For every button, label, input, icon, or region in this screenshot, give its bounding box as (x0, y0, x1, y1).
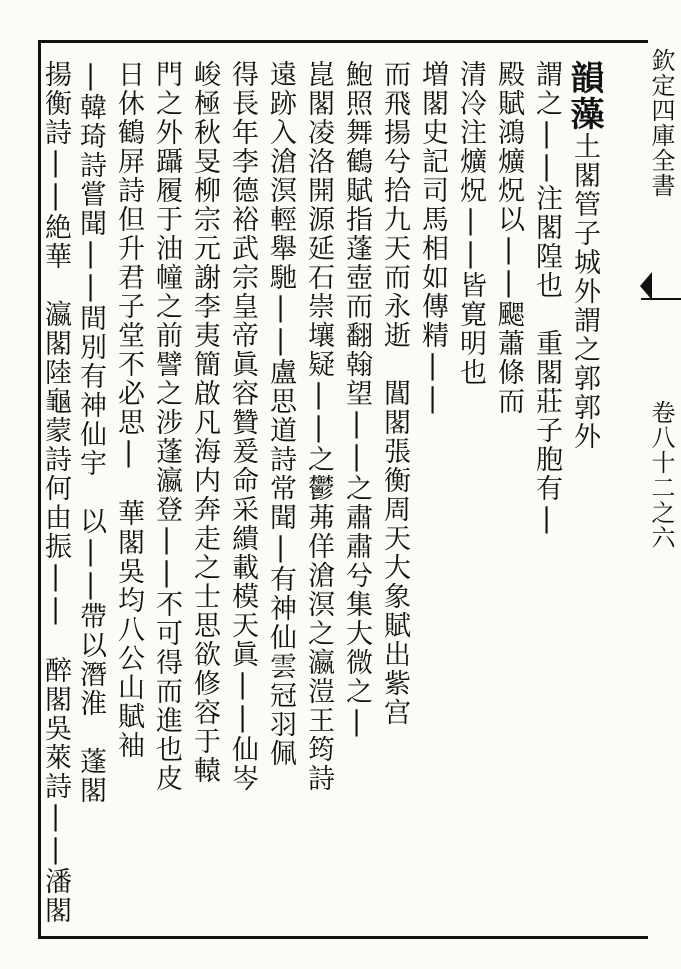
column-head: 韻藻 (564, 60, 604, 132)
text-column-7 (337, 60, 375, 930)
column-text: 揚衡詩||絶華 瀛閣陸龜蒙詩何由振|| 醉閣吳萊詩||潘閣 (40, 60, 71, 925)
text-column-10 (223, 60, 261, 930)
margin-book-title: 欽定四庫全書 (647, 48, 675, 198)
text-column-3 (489, 60, 527, 930)
column-text: 遠跡入滄溟輕舉馳||盧思道詩常聞|有神仙雲冠羽佩 (265, 60, 296, 768)
column-text: 門之外躡履于油幢之前譬之涉蓬瀛登||不可得而進也皮 (151, 60, 182, 793)
text-column-5 (413, 60, 451, 930)
text-column-8 (299, 60, 337, 930)
column-text: 崑閣凌洛開源延石崇壤疑||之鬱茀佯滄溟之瀛溰王筠詩 (303, 60, 334, 793)
column-text: 日休鶴屏詩但升君子堂不必思| 華閣吳均八公山賦袖 (113, 60, 144, 760)
column-text: 清冷注爌炾||皆寛明也 (455, 60, 486, 387)
margin-rule (641, 298, 681, 300)
text-column-14 (71, 60, 109, 930)
column-text: |韓琦詩嘗聞||間別有神仙宇 以||帶以潛淮 蓬閣 (75, 60, 106, 805)
column-text: 峻極秋旻柳宗元謝李夷簡啟凡海内奔走之士思欲修容于轅 (189, 60, 220, 785)
text-column-15 (40, 60, 74, 930)
text-column-1 (565, 60, 603, 930)
column-text: 鮑照舞鶴賦指蓬壺而翻翰望||之肅肅兮集大微之| (341, 60, 372, 739)
column-text: 殿賦鴻爌炾以||颸蕭條而 (493, 60, 524, 416)
text-column-4 (451, 60, 489, 930)
text-column-11 (185, 60, 223, 930)
fishtail-marker (640, 272, 652, 300)
text-column-13 (109, 60, 147, 930)
column-text: 得長年李德裕武宗皇帝眞容贊爰命采繢載模天眞||仙岑 (227, 60, 258, 793)
text-column-6 (375, 60, 413, 930)
text-column-12 (147, 60, 185, 930)
column-text: 土閣管子城外謂之郭郭外 (569, 132, 600, 451)
column-text: 謂之||注閣隍也 重閣莊子胞有| (531, 60, 562, 536)
text-column-2 (527, 60, 565, 930)
text-column-9 (261, 60, 299, 930)
frame-top-rule (38, 40, 648, 43)
margin-volume: 卷八十二之六 (647, 400, 675, 550)
frame-bottom-rule (38, 936, 648, 939)
column-text: 増閣史記司馬相如傳精|| (417, 60, 448, 416)
column-text: 而飛揚兮拾九天而永逝 閶閣張衡周天大象賦出紫宫 (379, 60, 410, 727)
